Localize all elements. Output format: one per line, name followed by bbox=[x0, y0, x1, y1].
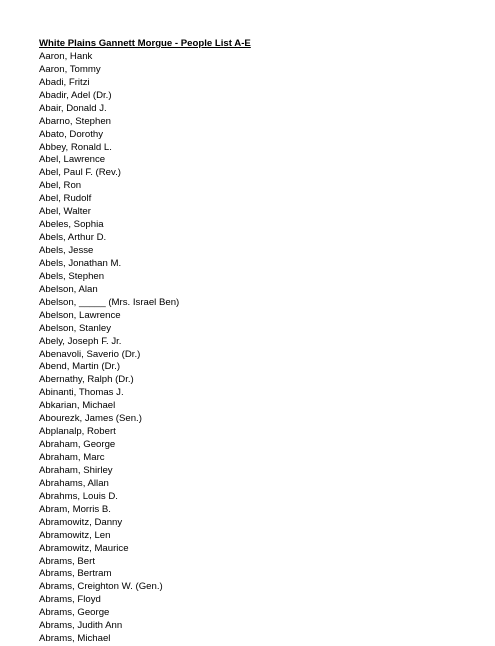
list-item: Abrams, Michael bbox=[39, 633, 111, 645]
document-content bbox=[39, 38, 459, 646]
list-item: Abrahms, Louis D. bbox=[39, 490, 118, 502]
list-item: Abair, Donald J. bbox=[39, 102, 107, 114]
list-item: Abraham, Marc bbox=[39, 452, 105, 463]
people-list bbox=[39, 51, 459, 646]
list-item: Abel, Rudolf bbox=[39, 193, 92, 205]
list-item: Abramowitz, Danny bbox=[39, 516, 123, 528]
list-item: Abel, Walter bbox=[39, 206, 91, 218]
list-item: Abely, Joseph F. Jr. bbox=[39, 335, 122, 347]
list-item: Abrahams, Allan bbox=[39, 477, 109, 489]
list-item: Abbey, Ronald L. bbox=[39, 141, 112, 153]
list-item: Abrams, Judith Ann bbox=[39, 620, 123, 632]
list-item: Abrams, Bertram bbox=[39, 568, 112, 580]
list-item: Abel, Paul F. (Rev.) bbox=[39, 167, 121, 179]
list-item: Abelson, Lawrence bbox=[39, 309, 121, 321]
list-item: Abels, Stephen bbox=[39, 270, 105, 282]
list-item: Abel, Lawrence bbox=[39, 154, 106, 166]
list-item: Aaron, Tommy bbox=[39, 63, 101, 75]
list-item: Abels, Arthur D. bbox=[39, 232, 107, 244]
list-item: Abend, Martin (Dr.) bbox=[39, 361, 121, 373]
list-item: Abrams, George bbox=[39, 607, 110, 619]
list-item: Abels, Jonathan M. bbox=[39, 257, 122, 269]
list-item: Abrams, Bert bbox=[39, 555, 95, 567]
list-item: Abenavoli, Saverio (Dr.) bbox=[39, 348, 141, 360]
list-item: Abraham, George bbox=[39, 439, 116, 451]
list-item: Abrams, Creighton W. (Gen.) bbox=[39, 581, 163, 593]
list-item: Abato, Dorothy bbox=[39, 128, 103, 140]
list-item: Abels, Jesse bbox=[39, 245, 94, 256]
list-item: Abernathy, Ralph (Dr.) bbox=[39, 374, 134, 386]
list-item: Abinanti, Thomas J. bbox=[39, 387, 124, 399]
list-item: Abelson, Alan bbox=[39, 283, 98, 295]
list-item: Abadir, Adel (Dr.) bbox=[39, 89, 112, 101]
list-item: Abeles, Sophia bbox=[39, 219, 104, 231]
list-item: Abadi, Fritzi bbox=[39, 76, 90, 88]
list-item: Abourezk, James (Sen.) bbox=[39, 413, 142, 425]
list-item: Abkarian, Michael bbox=[39, 400, 116, 412]
list-item: Abrams, Floyd bbox=[39, 594, 101, 606]
list-item: Abramowitz, Maurice bbox=[39, 542, 129, 554]
list-item: Abel, Ron bbox=[39, 180, 82, 192]
list-item: Abram, Morris B. bbox=[39, 503, 111, 515]
list-item: Abplanalp, Robert bbox=[39, 426, 116, 438]
list-item: Abraham, Shirley bbox=[39, 464, 113, 476]
list-item: Abelson, _____ (Mrs. Israel Ben) bbox=[39, 296, 180, 308]
list-item: Abarno, Stephen bbox=[39, 115, 112, 127]
list-item: Abelson, Stanley bbox=[39, 322, 111, 334]
list-item: Abramowitz, Len bbox=[39, 529, 111, 541]
document-title: White Plains Gannett Morgue - People List A-E bbox=[39, 38, 251, 49]
list-item: Aaron, Hank bbox=[39, 50, 93, 62]
